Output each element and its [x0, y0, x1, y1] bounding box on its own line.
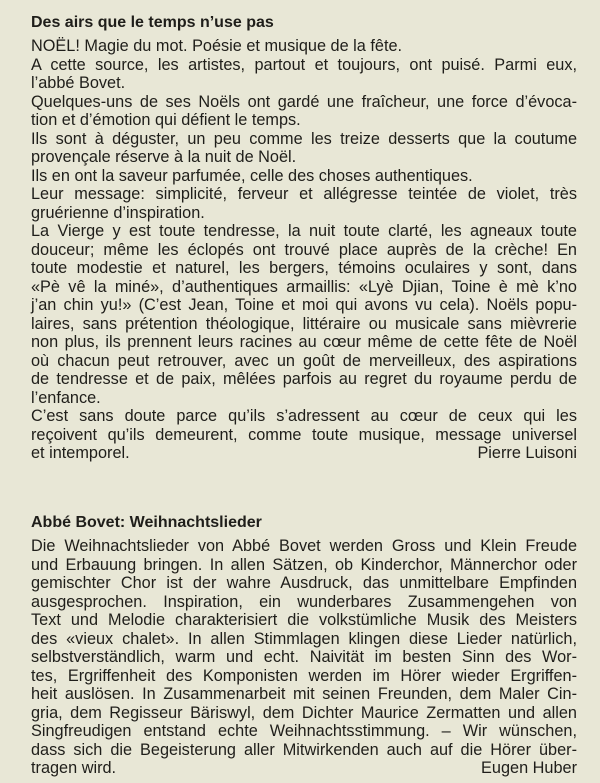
text-line: Singfreudigen entstand echte Weihnachtsstimmung. – Wir wünschen,: [31, 722, 577, 740]
text-line: reçoivent qu’ils demeurent, comme toute musique, message universel: [31, 425, 577, 444]
text-line: tes, Ergriffenheit des Komponisten werden im Hörer wieder Ergriffen-: [31, 666, 577, 685]
text-line: Ils en ont la saveur parfumée, celle des choses authentiques.: [31, 166, 473, 185]
text-line: non plus, ils prennent leurs racines au cœur même de cette fête de Noël: [31, 333, 577, 351]
text-line: A cette source, les artistes, partout et toujours, ont puisé. Parmi eux,: [31, 55, 577, 74]
signature-line: [31, 759, 577, 778]
closing-text: tragen wird.: [31, 759, 117, 777]
text-line: ausgesprochen. Inspiration, ein wunderbares Zusammengehen von: [31, 592, 577, 611]
text-line: selbstverständlich, warm und echt. Naivität im besten Sinn des Wor-: [31, 648, 577, 666]
text-line: Quelques-uns de ses Noëls ont gardé une fraîcheur, une force d’évoca-: [31, 92, 577, 111]
article-title: Des airs que le temps n’use pas: [31, 14, 274, 31]
text-line: «Pè vê la miné», d’authentiques armaillis: «Lyè Djian, Toine è mè k’no: [31, 277, 577, 296]
text-line: provençale réserve à la nuit de Noël.: [31, 148, 297, 166]
article-title: Abbé Bovet: Weihnachtslieder: [31, 514, 262, 531]
text-line: heit auslösen. In Zusammenarbeit mit seinen Freunden, dem Maler Cin-: [31, 685, 577, 703]
text-line: où chacun peut retrouver, avec un goût de merveilleux, des aspirations: [31, 351, 577, 370]
text-line: Die Weihnachtslieder von Abbé Bovet werden Gross und Klein Freude: [31, 537, 577, 555]
text-line: des «vieux chalet». In allen Stimmlagen klingen diese Lieder natürlich,: [31, 629, 577, 648]
text-line: douceur; même les éclopés ont trouvé place auprès de la crèche! En: [31, 240, 577, 259]
author-name: Eugen Huber: [481, 759, 577, 777]
text-line: gria, dem Regisseur Bäriswyl, dem Dichter Maurice Zermatten und allen: [31, 703, 577, 722]
text-line: NOËL! Magie du mot. Poésie et musique de la fête.: [31, 37, 403, 55]
text-line: j’an chin yu!» (C’est Jean, Toine et moi qui avons vu cela). Noëls popu-: [31, 296, 577, 314]
french-article: [31, 13, 577, 463]
author-name: Pierre Luisoni: [477, 444, 577, 462]
text-line: Ils sont à déguster, un peu comme les treize desserts que la coutume: [31, 129, 577, 148]
text-line: und Erbauung bringen. In allen Sätzen, ob Kinderchor, Männerchor oder: [31, 555, 577, 574]
text-line: l’abbé Bovet.: [31, 74, 126, 92]
text-line: dass sich die Begeisterung aller Mitwirkenden auch auf die Hörer über-: [31, 740, 577, 759]
text-line: C’est sans doute parce qu’ils s’adressent au cœur de ceux qui les: [31, 407, 577, 425]
text-line: de tendresse et de paix, mêlées parfois au regret du royaume perdu de: [31, 370, 577, 388]
text-line: Text und Melodie charakterisiert die volkstümliche Musik des Meisters: [31, 611, 577, 629]
article-body: [31, 537, 577, 759]
text-line: l’enfance.: [31, 388, 101, 407]
text-line: La Vierge y est toute tendresse, la nuit toute clarté, les agneaux toute: [31, 222, 577, 240]
text-line: laires, sans prétention théologique, littéraire ou musicale sans mièvrerie: [31, 314, 577, 333]
text-line: gruérienne d’inspiration.: [31, 203, 205, 222]
article-body: [31, 37, 577, 444]
text-line: toute modestie et naturel, les bergers, témoins oculaires y sont, dans: [31, 259, 577, 277]
german-article: [31, 513, 577, 778]
closing-text: et intemporel.: [31, 444, 130, 462]
text-line: gemischter Chor ist der wahre Ausdruck, das unmittelbare Empfinden: [31, 574, 577, 592]
signature-line: [31, 444, 577, 463]
text-line: Leur message: simplicité, ferveur et allégresse teintée de violet, très: [31, 185, 577, 203]
text-line: tion et d’émotion qui défient le temps.: [31, 111, 301, 129]
